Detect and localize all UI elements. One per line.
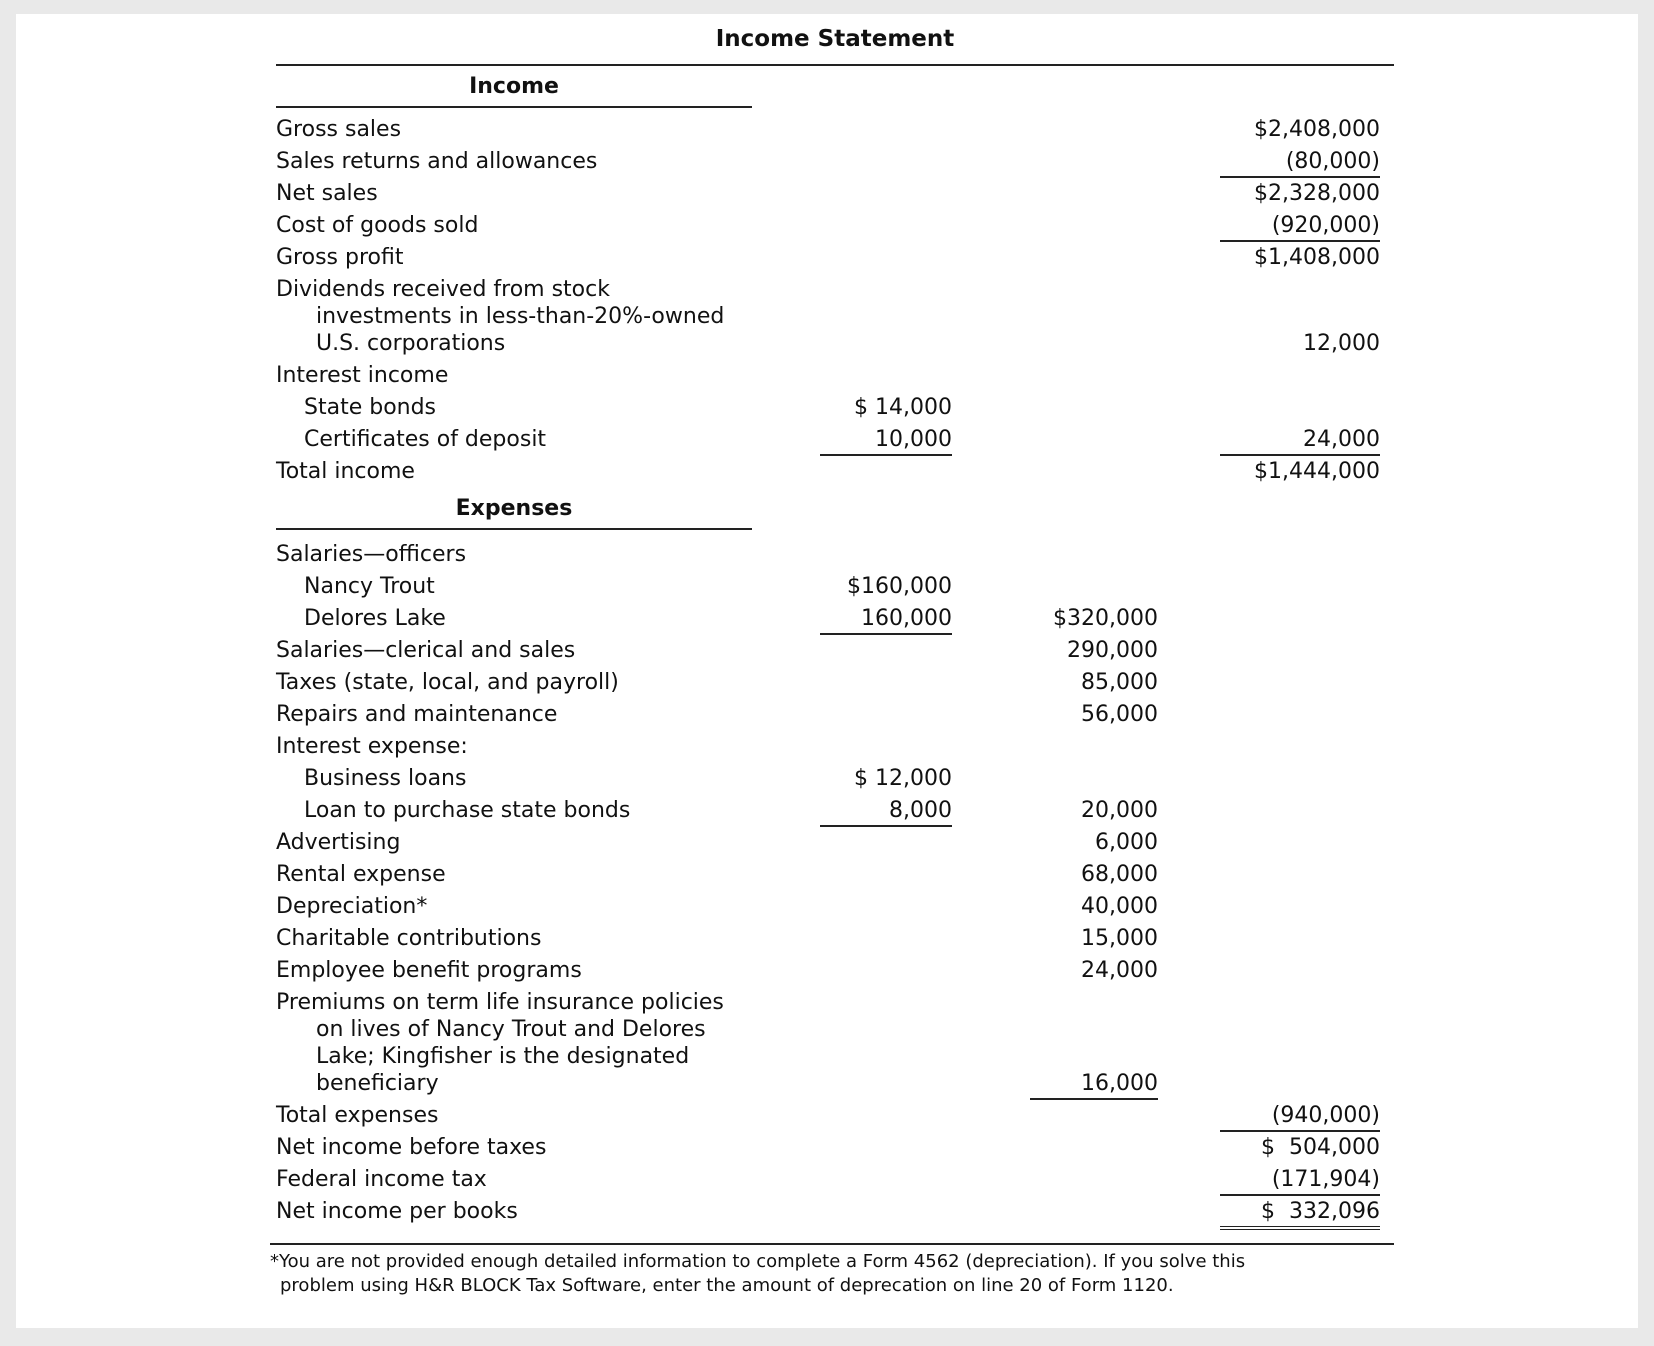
net-income-books-value: $ 332,096 [1220,1198,1380,1230]
net-income-books-label: Net income per books [276,1199,518,1224]
net-before-taxes-value: $ 504,000 [1261,1135,1380,1160]
premiums-label-3: Lake; Kingfisher is the designated [316,1044,690,1069]
salaries-officers-label: Salaries—officers [276,542,467,567]
cds-value: 10,000 [820,426,952,456]
federal-tax-value: (171,904) [1220,1166,1380,1196]
depreciation-value: 40,000 [1081,894,1158,919]
taxes-label: Taxes (state, local, and payroll) [276,670,619,695]
premiums-label-2: on lives of Nancy Trout and Delores [316,1017,706,1042]
total-expenses-label: Total expenses [276,1103,439,1128]
advertising-label: Advertising [276,830,401,855]
total-income-label: Total income [276,459,415,484]
cogs-label: Cost of goods sold [276,213,479,238]
net-sales-value: $2,328,000 [1254,181,1380,206]
gross-sales-value: $2,408,000 [1254,117,1380,142]
sales-returns-value: (80,000) [1220,148,1380,178]
gross-sales-label: Gross sales [276,117,402,142]
total-expenses-value: (940,000) [1220,1102,1380,1132]
gross-profit-label: Gross profit [276,245,404,270]
cogs-value: (920,000) [1220,212,1380,242]
statement-title: Income Statement [715,26,955,52]
rental-label: Rental expense [276,862,446,887]
sales-returns-label: Sales returns and allowances [276,149,598,174]
state-bonds-value: $ 14,000 [854,395,952,420]
premiums-label-1: Premiums on term life insurance policies [276,990,724,1015]
federal-tax-label: Federal income tax [276,1167,487,1192]
delores-lake-label: Delores Lake [304,606,446,631]
state-bonds-label: State bonds [304,395,437,420]
advertising-value: 6,000 [1095,830,1158,855]
dividends-label-2: investments in less-than-20%-owned [316,304,725,329]
business-loans-label: Business loans [304,766,467,791]
nancy-trout-label: Nancy Trout [304,574,435,599]
cds-label: Certificates of deposit [304,427,547,452]
title-rule [276,64,1394,66]
net-sales-label: Net sales [276,181,378,206]
employee-benefit-label: Employee benefit programs [276,958,582,983]
expenses-header-rule [276,528,752,530]
depreciation-label: Depreciation* [276,894,428,919]
income-header-rule [276,106,752,108]
interest-expense-total: 20,000 [1081,798,1158,823]
salaries-clerical-label: Salaries—clerical and sales [276,638,576,663]
premiums-label-4: beneficiary [316,1071,439,1096]
nancy-trout-value: $160,000 [847,574,952,599]
employee-benefit-value: 24,000 [1081,958,1158,983]
dividends-label-1: Dividends received from stock [276,277,610,302]
premiums-value: 16,000 [1030,1070,1158,1100]
dividends-label-3: U.S. corporations [316,331,506,356]
interest-income-label: Interest income [276,363,449,388]
delores-lake-value: 160,000 [820,605,952,635]
repairs-value: 56,000 [1081,702,1158,727]
salaries-clerical-value: 290,000 [1067,638,1158,663]
net-before-taxes-label: Net income before taxes [276,1135,547,1160]
loan-state-bonds-label: Loan to purchase state bonds [304,798,631,823]
footnote-line-2: problem using H&R BLOCK Tax Software, enter the amount of deprecation on line 20 of Form 1120. [280,1275,1174,1296]
footnote-line-1: *You are not provided enough detailed information to complete a Form 4562 (depreciation). If you solve this [270,1251,1246,1272]
charitable-value: 15,000 [1081,926,1158,951]
footnote [270,1250,1400,1298]
taxes-value: 85,000 [1081,670,1158,695]
repairs-label: Repairs and maintenance [276,702,558,727]
income-header: Income [469,74,559,99]
rental-value: 68,000 [1081,862,1158,887]
total-income-value: $1,444,000 [1254,459,1380,484]
interest-expense-label: Interest expense: [276,734,468,759]
loan-state-bonds-value: 8,000 [820,797,952,827]
charitable-label: Charitable contributions [276,926,542,951]
interest-income-total: 24,000 [1220,426,1380,456]
salaries-officers-total: $320,000 [1053,606,1158,631]
footnote-rule [270,1243,1394,1245]
business-loans-value: $ 12,000 [854,766,952,791]
dividends-value: 12,000 [1303,331,1380,356]
gross-profit-value: $1,408,000 [1254,245,1380,270]
expenses-header: Expenses [455,496,573,521]
